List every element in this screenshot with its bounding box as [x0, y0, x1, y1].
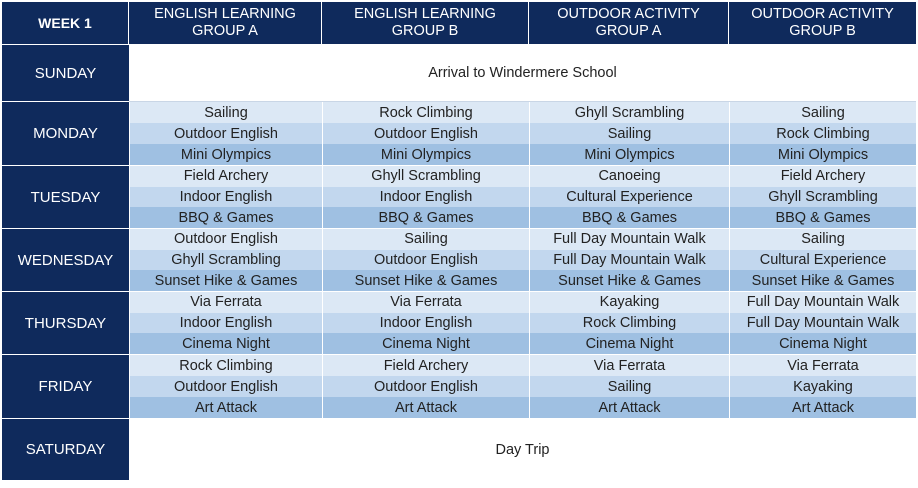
schedule-cell	[729, 229, 916, 292]
schedule-cell	[322, 229, 529, 292]
column-header-line: GROUP B	[391, 23, 459, 39]
activity: Indoor English	[130, 187, 322, 208]
activity: Via Ferrata	[730, 355, 916, 376]
schedule-cell	[729, 166, 916, 229]
activity: Rock Climbing	[130, 355, 322, 376]
activity: Outdoor English	[323, 250, 529, 271]
schedule-cell	[129, 229, 322, 292]
activity: Sunset Hike & Games	[530, 270, 729, 291]
activity: Mini Olympics	[530, 144, 729, 165]
activity: Cinema Night	[130, 333, 322, 354]
activity: Field Archery	[730, 166, 916, 187]
schedule-cell	[729, 355, 916, 419]
activity: Full Day Mountain Walk	[730, 313, 916, 334]
day-label-wednesday: WEDNESDAY	[2, 229, 129, 292]
activity: Ghyll Scrambling	[730, 187, 916, 208]
activity: Cultural Experience	[530, 187, 729, 208]
activity: Sailing	[730, 229, 916, 250]
column-header-line: GROUP A	[192, 23, 258, 39]
activity: Ghyll Scrambling	[530, 102, 729, 123]
schedule-cell	[529, 229, 729, 292]
schedule-cell	[729, 102, 916, 166]
column-header-line: ENGLISH LEARNING	[154, 6, 296, 22]
column-header-english-a	[129, 2, 322, 45]
schedule-cell	[322, 355, 529, 419]
activity: Mini Olympics	[130, 144, 322, 165]
activity: BBQ & Games	[130, 207, 322, 228]
activity: Art Attack	[130, 397, 322, 418]
week-label: WEEK 1	[2, 2, 129, 45]
activity: Via Ferrata	[530, 355, 729, 376]
column-header-line: ENGLISH LEARNING	[354, 6, 496, 22]
activity: Mini Olympics	[730, 144, 916, 165]
schedule-cell	[529, 102, 729, 166]
activity: Outdoor English	[130, 229, 322, 250]
schedule-cell	[529, 166, 729, 229]
activity: Ghyll Scrambling	[323, 166, 529, 187]
activity: Full Day Mountain Walk	[730, 292, 916, 313]
activity: BBQ & Games	[730, 207, 916, 228]
day-label-tuesday: TUESDAY	[2, 166, 129, 229]
schedule-table	[2, 2, 916, 486]
day-label-friday: FRIDAY	[2, 355, 129, 419]
activity: Sailing	[530, 123, 729, 144]
activity: Sunset Hike & Games	[730, 270, 916, 291]
activity: Rock Climbing	[530, 313, 729, 334]
schedule-cell	[529, 355, 729, 419]
activity: Outdoor English	[323, 376, 529, 397]
activity: BBQ & Games	[323, 207, 529, 228]
day-label-sunday: SUNDAY	[2, 45, 129, 102]
activity: Mini Olympics	[323, 144, 529, 165]
activity: Field Archery	[130, 166, 322, 187]
activity: Outdoor English	[130, 123, 322, 144]
column-header-english-b	[322, 2, 529, 45]
column-header-outdoor-b	[729, 2, 916, 45]
schedule-cell	[129, 102, 322, 166]
schedule-cell	[129, 292, 322, 355]
activity: Full Day Mountain Walk	[530, 250, 729, 271]
activity: Cinema Night	[530, 333, 729, 354]
activity: Sailing	[130, 102, 322, 123]
schedule-cell	[322, 292, 529, 355]
activity: Sunset Hike & Games	[323, 270, 529, 291]
column-header-line: OUTDOOR ACTIVITY	[751, 6, 894, 22]
day-label-thursday: THURSDAY	[2, 292, 129, 355]
activity: Field Archery	[323, 355, 529, 376]
activity: Art Attack	[730, 397, 916, 418]
column-header-line: GROUP B	[789, 23, 856, 39]
column-header-outdoor-a	[529, 2, 729, 45]
schedule-cell	[129, 355, 322, 419]
activity: Full Day Mountain Walk	[530, 229, 729, 250]
schedule-cell	[729, 292, 916, 355]
activity: Art Attack	[530, 397, 729, 418]
column-header-line: GROUP A	[595, 23, 662, 39]
schedule-cell	[529, 292, 729, 355]
activity: BBQ & Games	[530, 207, 729, 228]
column-header-line: OUTDOOR ACTIVITY	[557, 6, 700, 22]
activity: Via Ferrata	[130, 292, 322, 313]
schedule-cell	[322, 102, 529, 166]
activity: Kayaking	[730, 376, 916, 397]
activity: Sailing	[530, 376, 729, 397]
schedule-cell	[322, 166, 529, 229]
activity: Indoor English	[323, 313, 529, 334]
activity: Rock Climbing	[323, 102, 529, 123]
activity: Outdoor English	[323, 123, 529, 144]
activity: Sunset Hike & Games	[130, 270, 322, 291]
activity: Ghyll Scrambling	[130, 250, 322, 271]
day-label-monday: MONDAY	[2, 102, 129, 166]
activity: Cinema Night	[730, 333, 916, 354]
sunday-note: Arrival to Windermere School	[129, 45, 916, 102]
activity: Art Attack	[323, 397, 529, 418]
saturday-note: Day Trip	[129, 419, 916, 480]
activity: Indoor English	[130, 313, 322, 334]
activity: Outdoor English	[130, 376, 322, 397]
activity: Cultural Experience	[730, 250, 916, 271]
day-label-saturday: SATURDAY	[2, 419, 129, 480]
activity: Sailing	[323, 229, 529, 250]
activity: Rock Climbing	[730, 123, 916, 144]
schedule-cell	[129, 166, 322, 229]
activity: Cinema Night	[323, 333, 529, 354]
activity: Canoeing	[530, 166, 729, 187]
activity: Via Ferrata	[323, 292, 529, 313]
activity: Kayaking	[530, 292, 729, 313]
activity: Sailing	[730, 102, 916, 123]
activity: Indoor English	[323, 187, 529, 208]
